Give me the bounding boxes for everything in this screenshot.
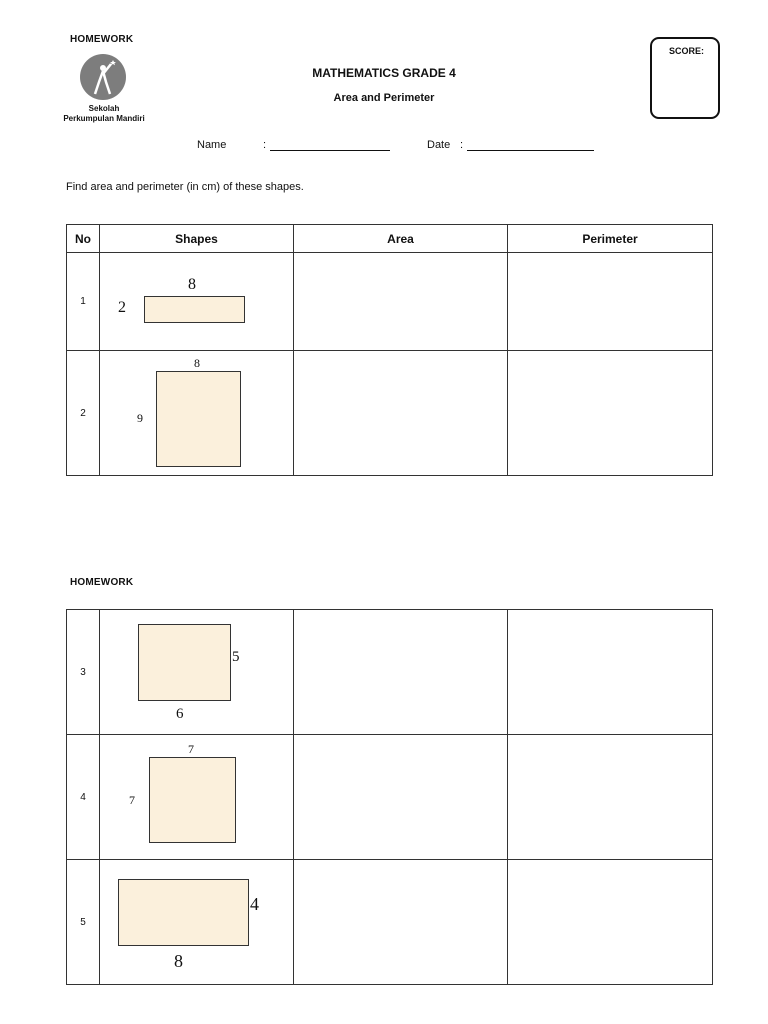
table-row: [67, 860, 713, 985]
width-label: 7: [188, 742, 194, 756]
area-answer-cell[interactable]: [294, 860, 508, 985]
perimeter-answer-cell[interactable]: [508, 860, 713, 985]
shape-cell: [100, 253, 294, 351]
score-box[interactable]: [650, 37, 720, 119]
width-label: 8: [194, 356, 200, 370]
school-name-line2: Perkumpulan Mandiri: [63, 114, 145, 123]
table-row: [67, 351, 713, 476]
area-answer-cell[interactable]: [294, 735, 508, 860]
rectangle-shape: [144, 296, 245, 323]
shape-cell: [100, 610, 294, 735]
header-perimeter: Perimeter: [508, 225, 713, 253]
height-label: 4: [250, 894, 259, 914]
height-label: 5: [232, 649, 240, 665]
area-answer-cell[interactable]: [294, 610, 508, 735]
perimeter-answer-cell[interactable]: [508, 610, 713, 735]
table-header-row: [67, 225, 713, 253]
rectangle-shape: [156, 371, 241, 467]
perimeter-answer-cell[interactable]: [508, 351, 713, 476]
table-row: [67, 610, 713, 735]
name-label: Name: [197, 139, 227, 151]
shape-cell: [100, 860, 294, 985]
width-label: 6: [176, 706, 184, 722]
row-number: 5: [67, 860, 100, 985]
row-number: 1: [67, 253, 100, 351]
height-label: 9: [137, 411, 143, 425]
table-row: [67, 735, 713, 860]
shape-cell: [100, 351, 294, 476]
rectangle-shape: [138, 624, 231, 701]
homework-label: HOMEWORK: [70, 34, 134, 45]
row-number: 4: [67, 735, 100, 860]
instructions: Find area and perimeter (in cm) of these shapes.: [66, 181, 304, 193]
shapes-table-1: [66, 224, 713, 476]
height-label: 2: [118, 299, 126, 316]
header-area: Area: [294, 225, 508, 253]
rectangle-shape: [149, 757, 236, 843]
score-label: SCORE:: [668, 46, 704, 56]
header-no: No: [67, 225, 100, 253]
page-title: MATHEMATICS GRADE 4: [312, 66, 456, 80]
school-name-line1: Sekolah: [88, 104, 120, 113]
row-number: 3: [67, 610, 100, 735]
width-label: 8: [188, 276, 196, 293]
area-answer-cell[interactable]: [294, 351, 508, 476]
perimeter-answer-cell[interactable]: [508, 253, 713, 351]
date-field[interactable]: [467, 139, 594, 151]
name-colon: :: [263, 139, 267, 151]
date-colon: :: [460, 139, 464, 151]
area-answer-cell[interactable]: [294, 253, 508, 351]
table-row: [67, 253, 713, 351]
width-label: 8: [174, 951, 183, 971]
shapes-table-2: [66, 609, 713, 985]
height-label: 7: [129, 793, 135, 807]
header-shapes: Shapes: [100, 225, 294, 253]
name-field[interactable]: [270, 139, 390, 151]
school-logo: [62, 52, 146, 124]
rectangle-shape: [118, 879, 249, 946]
date-label: Date: [427, 139, 451, 151]
perimeter-answer-cell[interactable]: [508, 735, 713, 860]
shape-cell: [100, 735, 294, 860]
row-number: 2: [67, 351, 100, 476]
page-subtitle: Area and Perimeter: [333, 92, 435, 104]
homework-label-page2: HOMEWORK: [70, 577, 134, 588]
